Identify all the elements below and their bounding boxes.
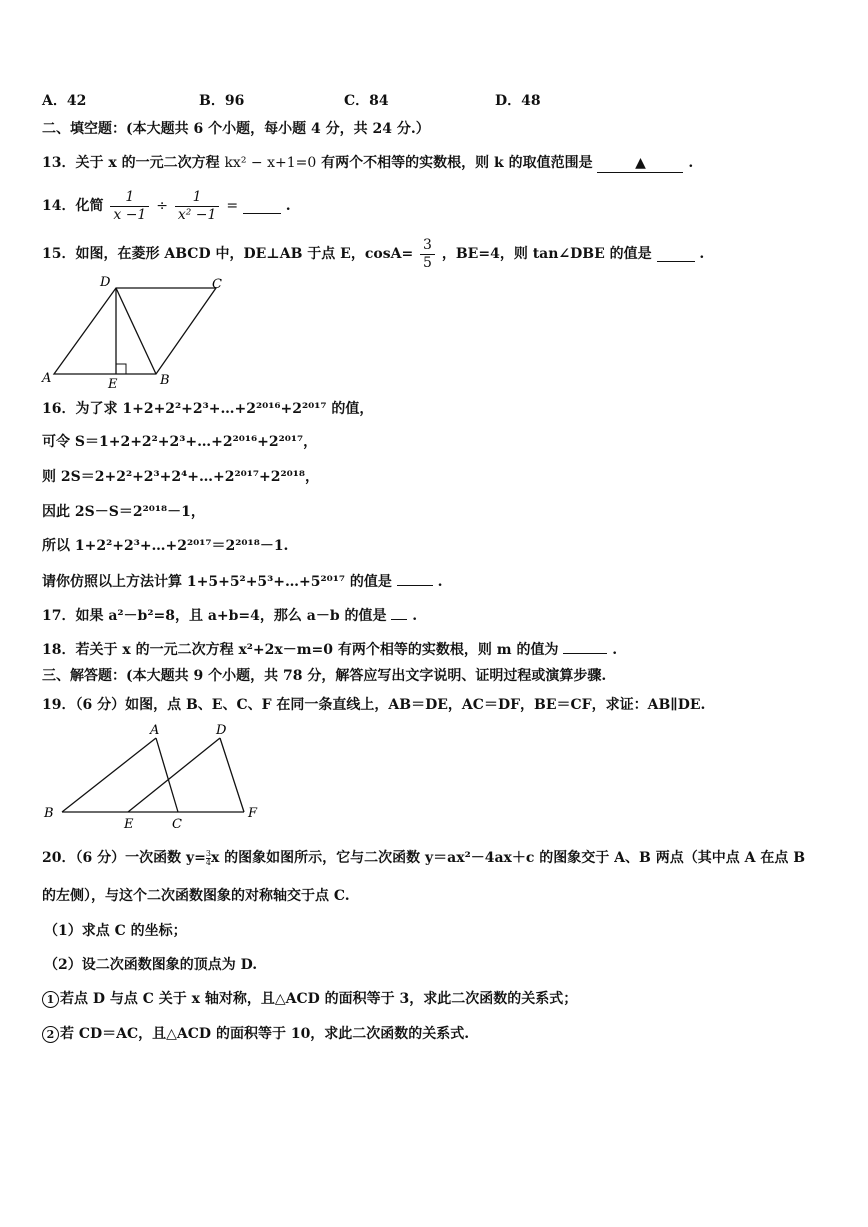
q15-frac-den: 5 — [423, 254, 432, 271]
q14-end: . — [285, 198, 291, 214]
q18-text: 18．若关于 x 的一元二次方程 x²+2x－m=0 有两个相等的实数根，则 m 的值为 — [42, 642, 559, 658]
q16-line-2: 可令 S＝1+2+2²+2³+…+2²⁰¹⁶+2²⁰¹⁷， — [42, 434, 318, 450]
triangles-figure — [40, 722, 270, 834]
right-angle-mark — [116, 364, 126, 374]
label-c: C — [172, 817, 182, 832]
q20-line-1-a: 20．（6 分）一次函数 y= — [42, 850, 206, 866]
q20-sub-2-text: 若 CD＝AC，且△ACD 的面积等于 10，求此二次函数的关系式. — [60, 1026, 470, 1042]
label-b: B — [160, 373, 170, 388]
label-e: E — [124, 817, 134, 832]
rhombus-figure — [38, 276, 228, 391]
q14-frac1-den: x −1 — [113, 206, 147, 223]
q13-equation: kx² − x+1=0 — [224, 155, 317, 171]
circled-two: 2 — [42, 1026, 59, 1043]
question-19: 19．（6 分）如图，点 B、E、C、F 在同一条直线上，AB＝DE，AC＝DF，BE＝CF，求证：AB∥DE. — [42, 697, 706, 713]
q16-line-6-text: 请你仿照以上方法计算 1+5+5²+5³+…+5²⁰¹⁷ 的值是 — [42, 574, 392, 590]
question-18 — [42, 639, 617, 659]
q15-answer-blank — [657, 247, 695, 262]
q13-end: . — [688, 155, 694, 171]
q20-sub-1-text: 若点 D 与点 C 关于 x 轴对称，且△ACD 的面积等于 3，求此二次函数的关系式； — [60, 991, 578, 1007]
q20-part-2: （2）设二次函数图象的顶点为 D. — [44, 957, 258, 973]
answer-choices — [42, 90, 642, 110]
question-14 — [42, 188, 291, 224]
q14-frac2-num: 1 — [175, 189, 220, 207]
q15-frac-num: 3 — [420, 237, 435, 255]
q14-prefix: 14．化简 — [42, 198, 104, 214]
q15-cos-fraction — [420, 237, 435, 272]
label-a: A — [150, 723, 160, 738]
q16-end: . — [437, 574, 443, 590]
q16-line-1: 16．为了求 1+2+2²+2³+…+2²⁰¹⁶+2²⁰¹⁷ 的值， — [42, 401, 374, 417]
q20-frac-den: 4 — [205, 857, 211, 867]
choice-a: A．42 — [42, 93, 87, 109]
label-d: D — [100, 276, 111, 290]
q13-suffix: 有两个不相等的实数根，则 k 的取值范围是 — [321, 155, 593, 171]
q15-end: . — [699, 246, 705, 262]
section-3-heading: 三、解答题：(本大题共 9 个小题，共 78 分，解答应写出文字说明、证明过程或演算步骤. — [42, 668, 607, 684]
q14-fraction-1 — [110, 189, 149, 224]
q16-line-3: 则 2S＝2+2²+2³+2⁴+…+2²⁰¹⁷+2²⁰¹⁸， — [42, 469, 320, 485]
label-d: D — [216, 723, 227, 738]
q18-answer-blank — [563, 639, 607, 654]
q17-answer-blank — [391, 605, 407, 620]
label-e: E — [108, 377, 118, 391]
q16-answer-blank — [397, 571, 433, 586]
q14-fraction-2 — [175, 189, 220, 224]
q18-end: . — [612, 642, 618, 658]
q20-sub-2 — [42, 1025, 469, 1043]
q13-answer-blank — [597, 154, 683, 173]
q17-end: . — [412, 608, 418, 624]
choice-d: D．48 — [495, 93, 541, 109]
segment-df — [220, 738, 244, 812]
choice-c: C．84 — [344, 93, 389, 109]
q13-mark: ▲ — [635, 155, 646, 171]
question-15 — [42, 236, 704, 272]
q20-frac-num: 3 — [205, 848, 211, 858]
choice-b: B．96 — [199, 93, 245, 109]
section-2-heading: 二、填空题：(本大题共 6 个小题，每小题 4 分，共 24 分.） — [42, 121, 430, 137]
q14-answer-blank — [243, 199, 281, 214]
q14-divide: ÷ — [156, 198, 168, 214]
circled-one: 1 — [42, 991, 59, 1008]
q20-line-2: 的左侧），与这个二次函数图象的对称轴交于点 C. — [42, 888, 350, 904]
rhombus-abcd — [54, 288, 216, 374]
q16-line-5: 所以 1+2²+2³+…+2²⁰¹⁷＝2²⁰¹⁸－1. — [42, 538, 289, 554]
q16-line-4: 因此 2S－S＝2²⁰¹⁸－1， — [42, 504, 205, 520]
label-a: A — [42, 371, 52, 386]
q17-text: 17．如果 a²－b²=8，且 a+b=4，那么 a－b 的值是 — [42, 608, 387, 624]
q14-frac1-num: 1 — [110, 189, 149, 207]
q14-equals: = — [226, 198, 239, 214]
segment-db — [116, 288, 156, 374]
q15-prefix: 15．如图，在菱形 ABCD 中，DE⊥AB 于点 E，cosA= — [42, 246, 414, 262]
question-13 — [42, 154, 693, 173]
q13-prefix: 13．关于 x 的一元二次方程 — [42, 155, 220, 171]
q20-line-1 — [42, 849, 805, 867]
question-17 — [42, 605, 417, 625]
q20-line-1-b: x 的图象如图所示，它与二次函数 y＝ax²－4ax＋c 的图象交于 A、B 两点（其中点 A 在点 B — [210, 850, 806, 866]
q15-suffix: ，BE=4，则 tan∠DBE 的值是 — [441, 246, 652, 262]
label-f: F — [248, 806, 258, 821]
label-c: C — [212, 277, 222, 292]
q20-part-1: （1）求点 C 的坐标； — [44, 923, 187, 939]
q16-line-6 — [42, 571, 443, 591]
q20-sub-1 — [42, 990, 577, 1008]
label-b: B — [44, 806, 54, 821]
q14-frac2-den: x² −1 — [177, 206, 217, 223]
